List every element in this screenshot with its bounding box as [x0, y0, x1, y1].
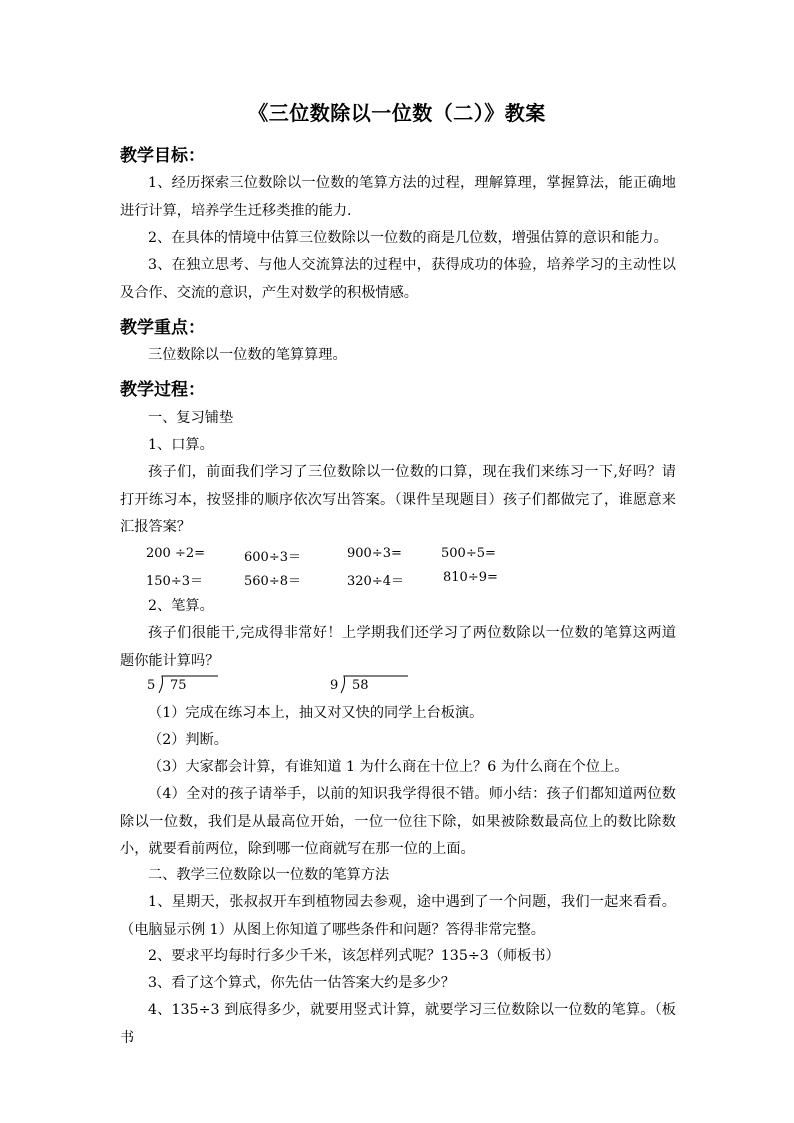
step-item-1: （1）完成在练习本上，抽又对又快的同学上台板演。	[148, 705, 484, 721]
document-title: 《三位数除以一位数（二）》教案	[248, 101, 546, 125]
oral-problem: 600÷3＝	[244, 550, 301, 565]
process-heading: 教学过程：	[120, 380, 205, 400]
written-calc-title: 2、笔算。	[148, 598, 214, 614]
division-bracket-icon	[158, 675, 220, 695]
key-points-heading: 教学重点：	[120, 318, 205, 338]
part2-item-1: 1、星期天，张叔叔开车到植物园去参观，途中遇到了一个问题，我们一起来看看。（电脑显示例 1）从图上你知道了哪些条件和问题？答得非常完整。	[120, 894, 676, 938]
division-bracket-icon	[340, 675, 410, 695]
part2-item-4: 4、135÷3 到底得多少，就要用竖式计算，就要学习三位数除以一位数的笔算。（板书	[120, 1002, 676, 1046]
step-item-2: （2）判断。	[148, 732, 228, 748]
dividend: 58	[352, 678, 369, 693]
oral-problem: 200 ÷2=	[146, 546, 206, 561]
step-item-3: （3）大家都会计算，有谁知道 1 为什么商在十位上？6 为什么商在个位上。	[148, 759, 629, 775]
divisor: 9	[330, 678, 339, 693]
oral-problem: 900÷3=	[347, 546, 402, 561]
key-points-text: 三位数除以一位数的笔算算理。	[148, 347, 347, 363]
goal-item-1: 1、经历探索三位数除以一位数的笔算方法的过程，理解算理，掌握算法，能正确地进行计算，培养学生迁移类推的能力.	[120, 175, 676, 219]
part2-item-2: 2、要求平均每时行多少千米，该怎样列式呢？135÷3（师板书）	[148, 948, 560, 964]
oral-problem: 150÷3＝	[146, 574, 203, 589]
goal-item-3: 3、在独立思考、与他人交流算法的过程中，获得成功的体验，培养学习的主动性以及合作、交流的意识，产生对数学的积极情感。	[120, 257, 676, 301]
step-item-4: （4）全对的孩子请举手，以前的知识我学得很不错。师小结：孩子们都知道两位数除以一位数，我们是从最高位开始，一位一位往下除，如果被除数最高位上的数比除数小，就要看前两位，除到哪一位商就写在那一位的上面。	[120, 786, 676, 857]
divisor: 5	[147, 678, 156, 693]
part1-title: 一、复习铺垫	[148, 410, 234, 426]
part2-title: 二、教学三位数除以一位数的笔算方法	[148, 867, 390, 883]
goals-heading: 教学目标：	[120, 146, 205, 166]
oral-problem: 320÷4＝	[347, 574, 404, 589]
oral-problem: 500÷5=	[441, 546, 496, 561]
goal-item-2: 2、在具体的情境中估算三位数除以一位数的商是几位数，增强估算的意识和能力。	[148, 230, 668, 246]
part2-item-3: 3、看了这个算式，你先估一估答案大约是多少？	[148, 975, 455, 991]
dividend: 75	[170, 678, 187, 693]
oral-calc-text: 孩子们，前面我们学习了三位数除以一位数的口算，现在我们来练习一下,好吗？请打开练习本，按竖排的顺序依次写出答案。（课件呈现题目）孩子们都做完了，谁愿意来汇报答案？	[120, 464, 676, 535]
written-calc-text: 孩子们很能干,完成得非常好！上学期我们还学习了两位数除以一位数的笔算这两道题你能计算吗？	[120, 625, 676, 669]
oral-problem: 810÷9=	[443, 570, 498, 585]
oral-problem: 560÷8＝	[244, 574, 301, 589]
oral-calc-title: 1、口算。	[148, 437, 214, 453]
